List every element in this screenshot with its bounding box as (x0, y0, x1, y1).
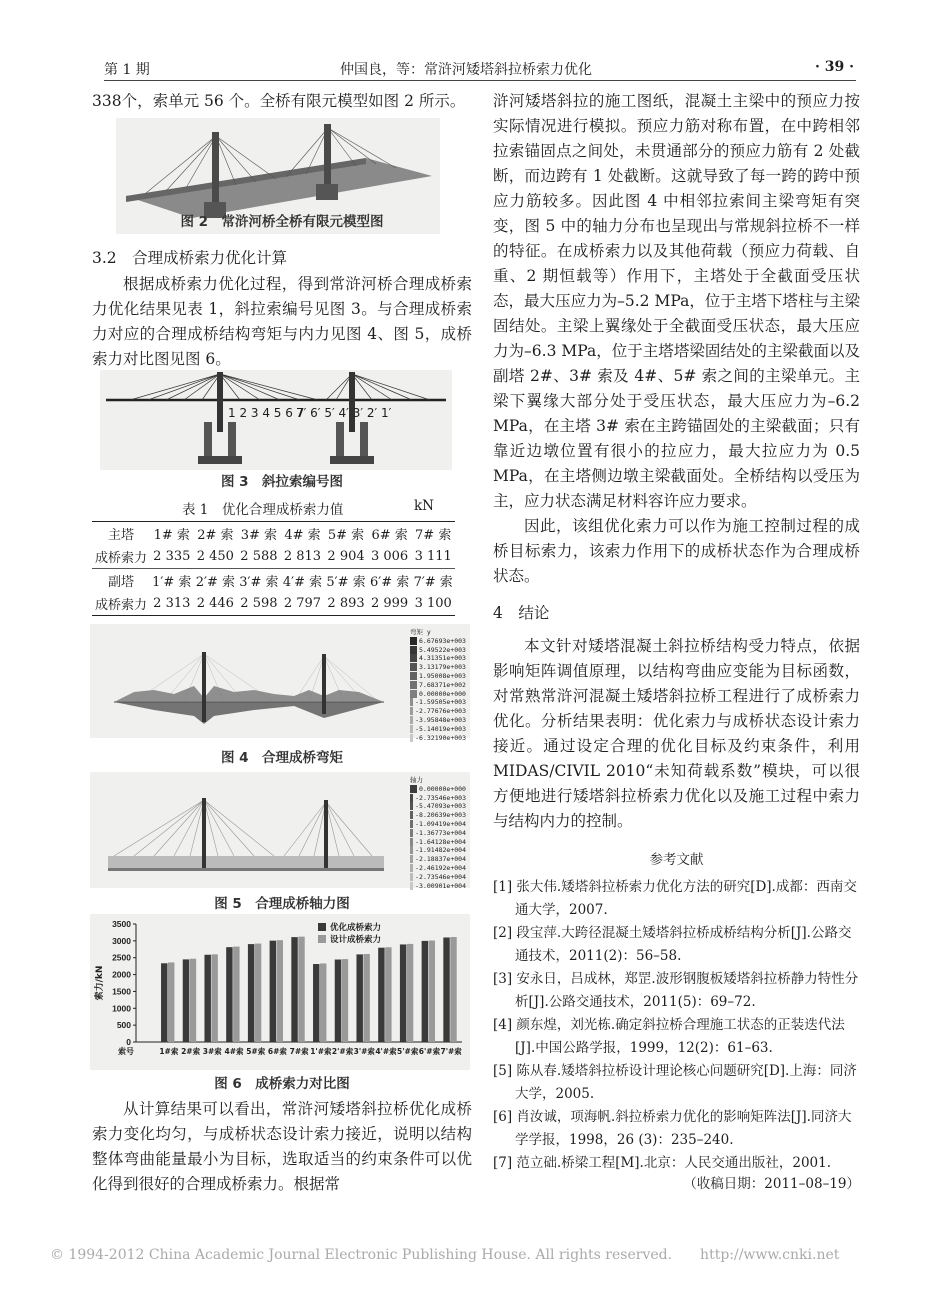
table-cell: 3′# 索 (239, 575, 279, 590)
legend-entry (410, 690, 466, 699)
legend-value: -3.00901e+004 (415, 881, 466, 890)
bar-optimized (183, 959, 189, 1042)
x-tick-label: 5'#索 (397, 1047, 419, 1056)
table-cell: 3 100 (414, 596, 452, 611)
legend-entry (410, 707, 466, 716)
figure-5-caption: 图 5 合理成桥轴力图 (214, 896, 350, 912)
figure-3-cable-numbering (100, 370, 452, 470)
reference-item: [4] 颜东煌，刘光栋.确定斜拉桥合理施工状态的正装迭代法[J].中国公路学报，1999，12(2)：61–63. (493, 1017, 845, 1056)
legend-swatch (318, 923, 326, 931)
axial-force-drawing (94, 776, 394, 886)
legend-swatch (410, 654, 417, 662)
legend-value: -5.14019e+003 (415, 724, 466, 733)
legend-swatch (410, 698, 413, 706)
legend-swatch (410, 882, 413, 890)
x-tick-label: 1'#索 (310, 1047, 332, 1056)
bar-design (255, 944, 261, 1042)
table-cell: 2′# 索 (195, 575, 235, 590)
bar-optimized (226, 947, 232, 1042)
running-title: 仲国良，等：常浒河矮塔斜拉桥索力优化 (340, 62, 592, 78)
table-1-title-text: 表 1 优化合理成桥索力值 (182, 502, 344, 518)
reference-item: [7] 范立础.桥梁工程[M].北京：人民交通出版社，2001. (493, 1155, 832, 1171)
legend-swatch (410, 716, 413, 724)
bar-design (429, 941, 435, 1042)
table-row-header: 成桥索力 (94, 551, 147, 566)
legend-swatch (410, 707, 413, 715)
x-tick-label: 2#索 (181, 1047, 201, 1056)
legend-entry (410, 838, 466, 847)
legend-value: 6.67693e+003 (419, 636, 466, 645)
y-tick-label: 2500 (112, 952, 131, 963)
legend-swatch (410, 672, 417, 680)
running-header (104, 56, 856, 81)
table-row-header: 副塔 (107, 575, 134, 590)
x-tick-label: 1#索 (159, 1047, 179, 1056)
legend-value: 5.49522e+003 (419, 645, 466, 654)
bar-optimized (422, 941, 428, 1042)
legend-entry (410, 802, 466, 811)
bar-optimized (161, 963, 167, 1042)
legend-swatch (410, 811, 413, 819)
bar-design (190, 959, 196, 1042)
bar-design (342, 959, 348, 1042)
table-row (92, 545, 455, 569)
bar-optimized (443, 937, 449, 1042)
legend-label: 设计成桥索力 (330, 935, 382, 945)
y-tick-label: 3500 (112, 919, 131, 929)
table-cell: 6# 索 (371, 528, 408, 543)
figure-5-legend-title: 轴力 (410, 776, 423, 784)
legend-entry (410, 698, 466, 707)
table-cell: 2 813 (283, 549, 322, 564)
conclusion-paragraph: 本文针对矮塔混凝土斜拉桥结构受力特点，依据影响矩阵调值原理，以结构弯曲应变能为目标函数，对常熟常浒河混凝土矮塔斜拉桥工程进行了成桥索力优化。分析结果表明：优化索力与成桥状态设计索力接近。通过设定合理的优化目标及约束条件，利用 MIDAS/CIVIL 2010“未知荷载系数”模块，可以很方便地进行矮塔斜拉桥索力优化以及施工过程中索力与结构内力的控制。 (493, 637, 860, 830)
table-cell: 3# 索 (240, 528, 278, 543)
x-axis-label: 索号 (118, 1047, 134, 1056)
bending-moment-drawing (94, 632, 394, 732)
table-row (92, 569, 455, 593)
figure-2-caption: 图 2 常浒河桥全桥有限元模型图 (180, 214, 384, 230)
x-tick-label: 7#索 (289, 1047, 309, 1056)
legend-entry (410, 811, 466, 820)
x-tick-label: 2'#索 (331, 1047, 354, 1056)
legend-swatch (410, 734, 413, 742)
legend-swatch (410, 846, 413, 854)
figure-5-legend-values (410, 785, 466, 891)
x-tick-label: 4'#索 (375, 1047, 397, 1056)
bar-optimized (356, 954, 362, 1042)
legend-value: -2.73546e+004 (415, 872, 466, 881)
figure-4-bending-moment (90, 624, 470, 742)
y-tick-label: 2000 (112, 969, 131, 980)
references-list (493, 876, 860, 1175)
x-tick-label: 3#索 (202, 1047, 222, 1056)
table-cell: 2 893 (327, 596, 365, 611)
cable-labels-main-tower: 1 2 3 4 5 6 7 (228, 406, 305, 420)
section-4-heading: 4 结论 (493, 604, 550, 622)
x-tick-label: 6#索 (267, 1047, 287, 1056)
x-tick-label: 6'#索 (418, 1047, 441, 1056)
reference-item: [5] 陈从春.矮塔斜拉桥设计理论核心问题研究[D].上海：同济大学，2005. (493, 1063, 857, 1102)
figure-4-legend-values (410, 637, 466, 743)
bar-design (168, 962, 174, 1042)
table-cell: 1′# 索 (152, 575, 192, 590)
legend-value: 1.95008e+003 (419, 671, 466, 680)
table-cell: 5′# 索 (326, 575, 366, 590)
legend-value: -1.09419e+004 (415, 819, 466, 828)
legend-entry (410, 864, 466, 873)
legend-entry (410, 734, 466, 743)
legend-value: -2.18837e+004 (415, 855, 466, 864)
legend-entry (410, 846, 466, 855)
bar-optimized (378, 948, 384, 1042)
bar-design (450, 937, 456, 1042)
bar-optimized (313, 964, 319, 1042)
legend-label: 优化成桥索力 (330, 923, 382, 933)
legend-entry (410, 637, 466, 646)
legend-value: 7.68371e+002 (419, 680, 466, 689)
y-tick-label: 1500 (112, 986, 131, 997)
x-tick-label: 4#索 (224, 1047, 244, 1056)
legend-swatch (410, 838, 413, 846)
table-cell: 7# 索 (415, 528, 452, 543)
conclusion-lead-paragraph: 从计算结果可以看出，常浒河矮塔斜拉桥优化成桥索力变化均匀，与成桥状态设计索力接近，说明以结构整体弯曲能量最小为目标，选取适当的约束条件可以优化得到很好的合理成桥索力。根据常 (92, 1100, 472, 1193)
bar-design (385, 947, 391, 1042)
issue-number: 第 1 期 (104, 62, 150, 78)
legend-swatch (410, 663, 417, 671)
section-3-2-heading: 3.2 合理成桥索力优化计算 (92, 249, 288, 267)
legend-value: -2.77676e+003 (415, 707, 466, 716)
right-paragraph-1: 浒河矮塔斜拉的施工图纸，混凝土主梁中的预应力按实际情况进行模拟。预应力筋对称布置，在中跨相邻拉索锚固点之间处，未贯通部分的预应力筋有 2 处截断，而边跨有 1 处截断。这就导致了每一跨的跨中预应力筋较多。因此图 4 中相邻拉索间主梁弯矩有突变，图 5 中的轴力分布也呈现出与常规斜拉桥不一样的特征。在成桥索力以及其他荷载（预应力荷载、自重、2 期恒载等）作用下，主塔处于全截面受压状态，最大压应力为–5.2 MPa，位于主塔下塔柱与主梁固结处。主梁上翼缘处于全截面受压状态，最大压应力为–6.3 MPa，位于主塔塔梁固结处的主梁截面以及副塔 2#、3# 索及 4#、5# 索之间的主梁单元。主梁下翼缘大部分处于受压状态，最大压应力为–6.2 MPa，在主塔 3# 索在主跨锚固处的主梁截面；只有靠近边墩位置有很小的拉应力，最大拉应力为 0.5 MPa，在主塔侧边墩主梁截面处。全桥结构以受压为主，应力状态满足材料容许应力要求。 (493, 92, 860, 510)
legend-swatch (318, 935, 326, 943)
table-cell: 2 335 (153, 549, 191, 564)
bar-design (211, 954, 217, 1042)
legend-swatch (410, 646, 417, 654)
legend-value: -1.59505e+003 (415, 698, 466, 707)
legend-entry (410, 681, 466, 690)
figure-4-legend-title: 弯矩 y (410, 628, 431, 636)
reference-item: [3] 安永日，吕成林，郑罡.波形钢腹板矮塔斜拉桥静力特性分析[J].公路交通技术，2011(5)：69–72. (493, 971, 859, 1010)
table-cell: 6′# 索 (369, 575, 410, 590)
table-cell: 2 450 (196, 549, 234, 564)
figure-4-legend (410, 628, 466, 742)
figure-6-chart-panel (90, 914, 470, 1070)
legend-entry (410, 855, 466, 864)
table-cell: 4′# 索 (282, 575, 323, 590)
legend-value: -3.95848e+003 (415, 715, 466, 724)
table-cell: 2# 索 (197, 528, 234, 543)
intro-line: 338个，索单元 56 个。全桥有限元模型如图 2 所示。 (92, 92, 466, 110)
table-cell: 2 588 (240, 549, 278, 564)
figure-4-caption: 图 4 合理成桥弯矩 (220, 750, 344, 766)
x-tick-label: 5#索 (246, 1047, 266, 1056)
table-1-cable-forces (92, 521, 455, 616)
figure-5-legend (410, 776, 466, 890)
y-tick-label: 1000 (112, 1003, 131, 1014)
legend-swatch (410, 690, 417, 698)
legend-value: -8.20639e+003 (415, 811, 466, 820)
legend-value: -5.47093e+003 (415, 802, 466, 811)
legend-entry (410, 646, 466, 655)
legend-swatch (410, 725, 413, 733)
table-1-unit: kN (414, 498, 434, 514)
legend-value: 3.13179e+003 (419, 663, 466, 672)
bar-design (233, 947, 239, 1042)
cable-force-comparison-chart (90, 914, 470, 1070)
legend-value: -2.46192e+004 (415, 863, 466, 872)
legend-swatch (410, 829, 413, 837)
page-number: · 39 · (815, 59, 854, 75)
table-cell: 4# 索 (284, 528, 321, 543)
bar-optimized (248, 944, 254, 1042)
table-row-header: 成桥索力 (94, 598, 147, 613)
legend-swatch (410, 864, 413, 872)
table-cell: 2 598 (240, 596, 278, 611)
reference-item: [1] 张大伟.矮塔斜拉桥索力优化方法的研究[D].成都：西南交通大学，2007. (493, 879, 857, 918)
table-cell: 7′# 索 (413, 575, 453, 590)
legend-value: 4.31351e+003 (419, 654, 466, 663)
legend-entry (410, 829, 466, 838)
bar-design (407, 944, 413, 1042)
bar-optimized (335, 960, 341, 1042)
figure-6-caption: 图 6 成桥索力对比图 (214, 1076, 350, 1092)
table-cell: 2 797 (283, 596, 322, 611)
table-row-header: 主塔 (107, 528, 134, 543)
copyright-footer: © 1994-2012 China Academic Journal Electronic Publishing House. All rights reserved. http://www.cnki.net (50, 1247, 840, 1263)
table-cell: 1# 索 (153, 528, 190, 543)
table-cell: 5# 索 (327, 528, 365, 543)
legend-value: -1.91482e+004 (415, 846, 466, 855)
bar-optimized (291, 937, 297, 1042)
legend-entry (410, 820, 466, 829)
legend-entry (410, 716, 466, 725)
legend-entry (410, 785, 466, 794)
legend-value: -1.36773e+004 (415, 828, 466, 837)
legend-entry (410, 654, 466, 663)
legend-entry (410, 663, 466, 672)
y-tick-label: 500 (116, 1020, 131, 1031)
x-tick-label: 7'#索 (440, 1047, 462, 1056)
bar-design (363, 954, 369, 1042)
legend-value: 0.00000e+000 (419, 689, 466, 698)
legend-swatch (410, 794, 413, 802)
x-tick-label: 3'#索 (353, 1047, 375, 1056)
y-tick-label: 0 (126, 1037, 131, 1047)
table-cell: 2 313 (153, 596, 191, 611)
bar-optimized (270, 941, 276, 1042)
section-3-2-paragraph: 根据成桥索力优化过程，得到常浒河桥合理成桥索力优化结果见表 1，斜拉索编号见图 3。与合理成桥索力对应的合理成桥结构弯矩与内力见图 4、图 5，成桥索力对比图见图 6。 (92, 275, 472, 368)
y-axis-label: 索力/kN (95, 965, 105, 1001)
right-paragraph-2: 因此，该组优化索力可以作为施工控制过程的成桥目标索力，该索力作用下的成桥状态作为合理成桥状态。 (493, 517, 860, 585)
figure-3-caption: 图 3 斜拉索编号图 (220, 474, 344, 490)
table-cell: 2 904 (327, 549, 365, 564)
y-tick-label: 3000 (112, 935, 131, 946)
legend-entry (410, 794, 466, 803)
legend-entry (410, 672, 466, 681)
table-row (92, 592, 455, 616)
table-cell: 3 006 (370, 549, 409, 564)
received-date: （收稿日期：2011–08–19） (683, 1176, 860, 1192)
legend-value: -2.73546e+003 (415, 793, 466, 802)
table-row (92, 522, 455, 546)
bar-design (298, 937, 304, 1042)
table-cell: 2 999 (370, 596, 409, 611)
reference-item: [2] 段宝萍.大跨径混凝土矮塔斜拉桥成桥结构分析[J].公路交通技术，2011(2)：56–58. (493, 925, 852, 964)
bar-optimized (204, 955, 210, 1042)
cable-numbering-drawing (100, 370, 452, 470)
table-cell: 2 446 (196, 596, 234, 611)
reference-item: [6] 肖汝诚，项海帆.斜拉桥索力优化的影响矩阵法[J].同济大学学报，1998，26 (3)：235–240. (493, 1109, 852, 1148)
legend-value: -1.64128e+004 (415, 837, 466, 846)
bar-design (277, 940, 283, 1042)
legend-entry (410, 725, 466, 734)
legend-swatch (410, 820, 413, 828)
legend-swatch (410, 873, 413, 881)
legend-swatch (410, 802, 413, 810)
legend-value: -6.32190e+003 (415, 733, 466, 742)
legend-swatch (410, 785, 417, 793)
references-title: 参考文献 (649, 852, 704, 868)
legend-value: 0.00000e+000 (419, 784, 466, 793)
legend-swatch (410, 855, 413, 863)
figure-5-axial-force (90, 772, 470, 888)
legend-swatch (410, 681, 417, 689)
legend-entry (410, 873, 466, 882)
bar-design (320, 963, 326, 1042)
table-cell: 3 111 (414, 549, 452, 564)
legend-swatch (410, 637, 417, 645)
cable-labels-aux-tower: 7′ 6′ 5′ 4′ 3′ 2′ 1′ (296, 406, 392, 420)
bar-optimized (400, 944, 406, 1042)
legend-entry (410, 882, 466, 891)
